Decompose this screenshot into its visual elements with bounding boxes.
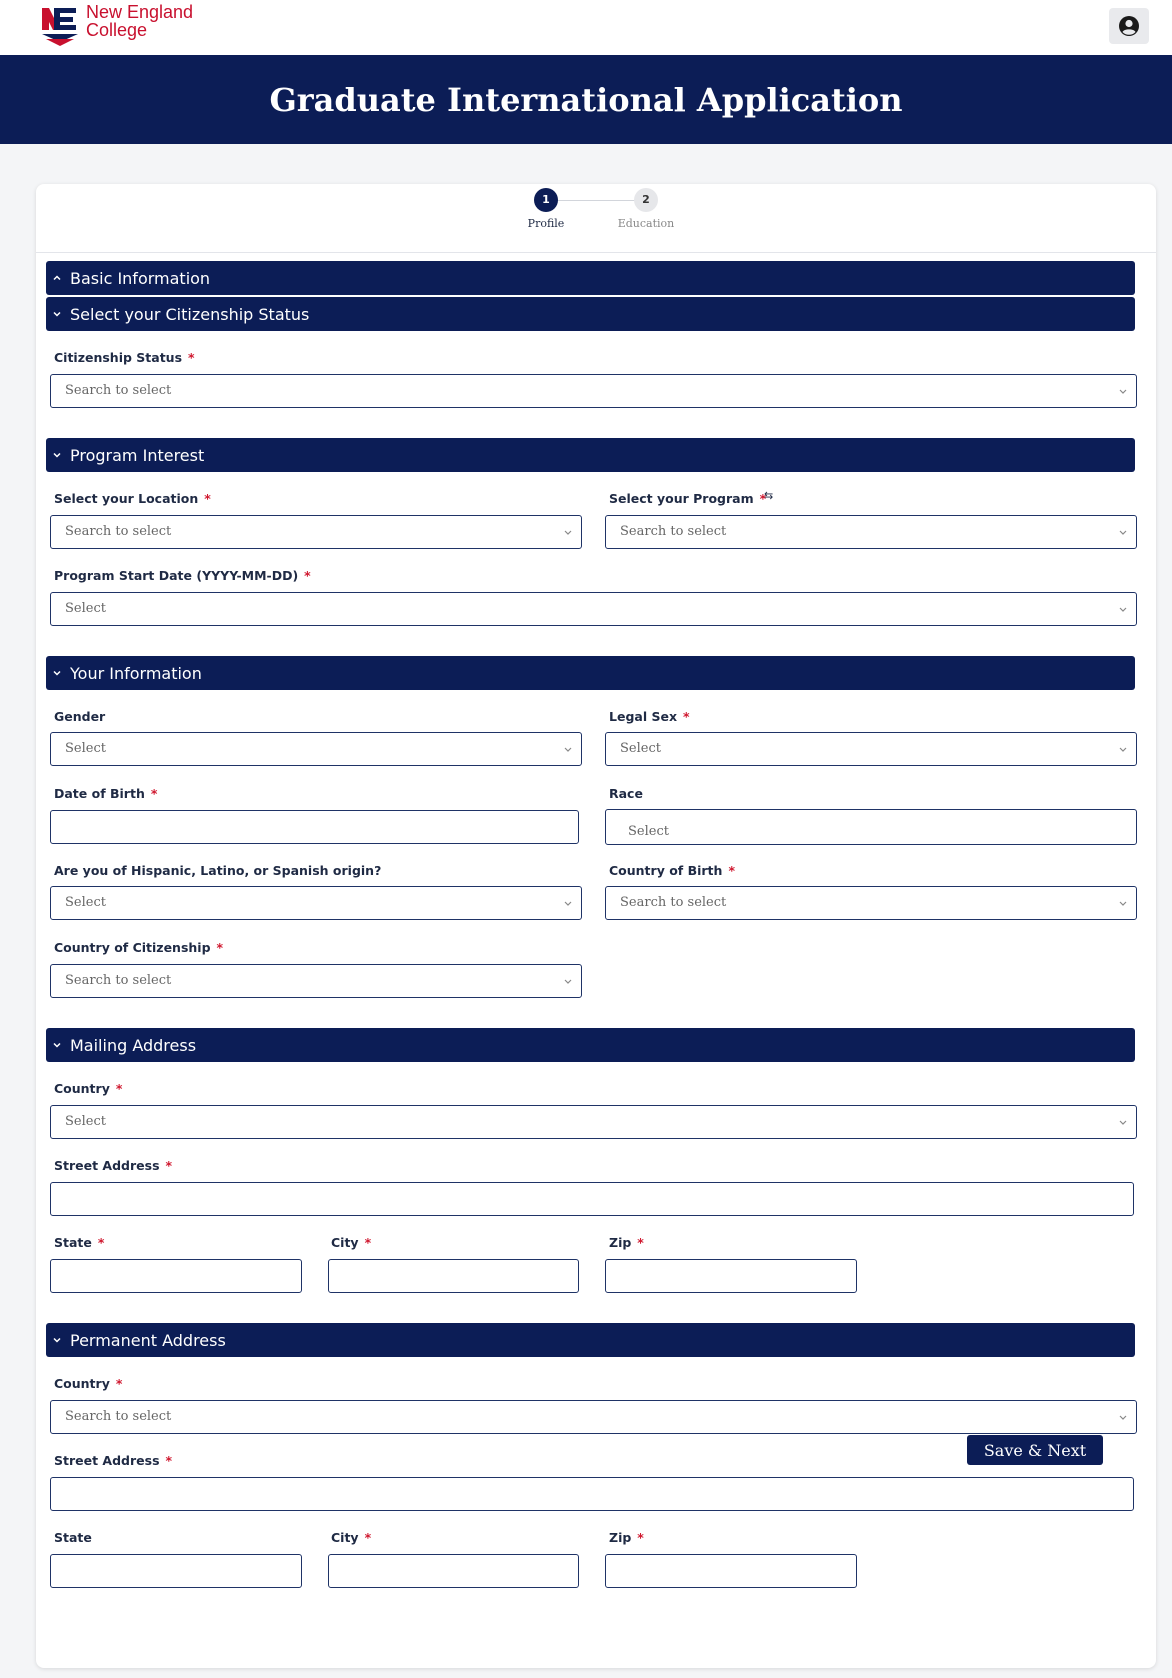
label-text: Legal Sex (609, 709, 678, 724)
select-placeholder: Select (620, 741, 661, 756)
college-name-line1: New England (86, 2, 194, 22)
permanent-city-label (331, 1530, 371, 1545)
dob-input[interactable] (50, 810, 579, 844)
label-text: Country of Citizenship (54, 940, 211, 955)
chevron-down-icon (50, 666, 64, 680)
required-marker: * (188, 350, 195, 365)
start-date-label (54, 568, 311, 583)
select-placeholder: Search to select (65, 973, 172, 988)
label-text: City (331, 1235, 359, 1250)
top-bar (0, 0, 1172, 55)
select-placeholder: Search to select (620, 895, 727, 910)
mailing-country-label (54, 1081, 122, 1096)
required-marker: * (364, 1235, 372, 1250)
required-marker: * (97, 1235, 105, 1250)
step-label: Profile (527, 217, 565, 230)
label-text: Race (609, 786, 643, 801)
required-marker: * (683, 709, 690, 724)
permanent-zip-label (609, 1530, 644, 1545)
section-your-information[interactable] (46, 656, 1135, 690)
label-text: State (54, 1235, 92, 1250)
step-number: 2 (634, 188, 658, 212)
required-marker: * (637, 1530, 644, 1545)
mailing-street-input[interactable] (50, 1182, 1134, 1216)
gender-label (54, 709, 105, 724)
chevron-down-icon (1118, 606, 1128, 614)
chevron-down-icon (1118, 529, 1128, 537)
dob-label (54, 786, 157, 801)
user-icon (1118, 15, 1140, 37)
permanent-zip-input[interactable] (605, 1554, 857, 1588)
select-placeholder: Select (628, 824, 669, 839)
section-title: Program Interest (70, 445, 205, 465)
progress-stepper (36, 184, 1156, 253)
section-permanent-address[interactable] (46, 1323, 1135, 1357)
section-program-interest[interactable] (46, 438, 1135, 472)
required-marker: * (728, 863, 735, 878)
college-name-line2: College (86, 20, 148, 40)
label-text: Select your Program (609, 491, 754, 506)
label-text: Select your Location (54, 491, 199, 506)
country-of-citizenship-label (54, 940, 223, 955)
label-text: Are you of Hispanic, Latino, or Spanish origin? (54, 863, 382, 878)
section-mailing-address[interactable] (46, 1028, 1135, 1062)
select-placeholder: Select (65, 1114, 106, 1129)
page-banner (0, 55, 1172, 144)
mailing-state-input[interactable] (50, 1259, 302, 1293)
section-title: Basic Information (70, 268, 211, 288)
section-title: Select your Citizenship Status (70, 304, 310, 324)
start-date-select[interactable] (50, 592, 1137, 626)
section-title: Permanent Address (70, 1330, 226, 1350)
mailing-city-label (331, 1235, 371, 1250)
chevron-down-icon (1118, 746, 1128, 754)
required-marker: * (115, 1081, 123, 1096)
mailing-country-select[interactable] (50, 1105, 1137, 1139)
select-placeholder: Search to select (65, 524, 172, 539)
label-text: Street Address (54, 1453, 160, 1468)
country-of-citizenship-select[interactable] (50, 964, 582, 998)
chevron-down-icon (1118, 1119, 1128, 1127)
mailing-state-label (54, 1235, 104, 1250)
mailing-street-label (54, 1158, 172, 1173)
select-placeholder: Select (65, 895, 106, 910)
chevron-down-icon (1118, 1414, 1128, 1422)
hispanic-origin-label (54, 863, 381, 878)
label-text: Zip (609, 1530, 632, 1545)
program-select[interactable] (605, 515, 1137, 549)
country-of-birth-select[interactable] (605, 886, 1137, 920)
label-text: Gender (54, 709, 106, 724)
step-profile[interactable] (496, 188, 596, 230)
permanent-country-select[interactable] (50, 1400, 1137, 1434)
section-title: Your Information (70, 663, 202, 683)
save-next-button[interactable]: Save & Next (967, 1435, 1103, 1465)
section-citizenship-status[interactable] (46, 297, 1135, 331)
chevron-up-icon (50, 271, 64, 285)
required-marker: * (204, 491, 211, 506)
required-marker: * (165, 1158, 173, 1173)
chevron-down-icon (563, 529, 573, 537)
mailing-city-input[interactable] (328, 1259, 579, 1293)
chevron-down-icon (563, 978, 573, 986)
label-text: Program Start Date (YYYY-MM-DD) (54, 568, 299, 583)
permanent-street-label (54, 1453, 172, 1468)
required-marker: * (216, 940, 224, 955)
citizenship-status-label (54, 350, 195, 365)
required-marker: * (759, 491, 767, 506)
select-placeholder: Search to select (65, 1409, 172, 1424)
race-select[interactable] (605, 809, 1137, 845)
permanent-state-input[interactable] (50, 1554, 302, 1588)
legal-sex-label (609, 709, 690, 724)
chevron-down-icon (50, 1333, 64, 1347)
swap-icon[interactable]: ⇆ (764, 489, 774, 502)
label-text: Country of Birth (609, 863, 723, 878)
permanent-state-label (54, 1530, 92, 1545)
program-label (609, 491, 766, 506)
label-text: City (331, 1530, 359, 1545)
label-text: Country (54, 1376, 110, 1391)
select-placeholder: Select (65, 601, 106, 616)
legal-sex-select[interactable] (605, 732, 1137, 766)
college-name[interactable] (86, 3, 193, 39)
required-marker: * (115, 1376, 123, 1391)
required-marker: * (364, 1530, 372, 1545)
chevron-down-icon (563, 900, 573, 908)
permanent-country-label (54, 1376, 122, 1391)
step-label: Education (617, 217, 675, 230)
select-placeholder: Search to select (620, 524, 727, 539)
country-of-birth-label (609, 863, 735, 878)
chevron-down-icon (1118, 900, 1128, 908)
location-label (54, 491, 211, 506)
step-number: 1 (534, 188, 558, 212)
label-text: Date of Birth (54, 786, 145, 801)
location-select[interactable] (50, 515, 582, 549)
required-marker: * (637, 1235, 644, 1250)
chevron-down-icon (563, 746, 573, 754)
citizenship-status-select[interactable] (50, 374, 1137, 408)
permanent-street-input[interactable] (50, 1477, 1134, 1511)
page-title: Graduate International Application (269, 80, 903, 119)
label-text: State (54, 1530, 92, 1545)
chevron-down-icon (50, 1038, 64, 1052)
gender-select[interactable] (50, 732, 582, 766)
race-label (609, 786, 643, 801)
section-basic-information[interactable] (46, 261, 1135, 295)
section-title: Mailing Address (70, 1035, 197, 1055)
account-button[interactable] (1109, 8, 1149, 44)
select-placeholder: Select (65, 741, 106, 756)
chevron-down-icon (1118, 388, 1128, 396)
step-education[interactable] (596, 188, 696, 230)
select-placeholder: Search to select (65, 383, 172, 398)
required-marker: * (165, 1453, 173, 1468)
hispanic-origin-select[interactable] (50, 886, 582, 920)
label-text: Country (54, 1081, 110, 1096)
chevron-down-icon (50, 448, 64, 462)
chevron-down-icon (50, 307, 64, 321)
required-marker: * (304, 568, 311, 583)
mailing-zip-label (609, 1235, 644, 1250)
required-marker: * (150, 786, 158, 801)
permanent-city-input[interactable] (328, 1554, 579, 1588)
mailing-zip-input[interactable] (605, 1259, 857, 1293)
label-text: Street Address (54, 1158, 160, 1173)
college-logo (40, 4, 80, 48)
label-text: Citizenship Status (54, 350, 183, 365)
label-text: Zip (609, 1235, 632, 1250)
